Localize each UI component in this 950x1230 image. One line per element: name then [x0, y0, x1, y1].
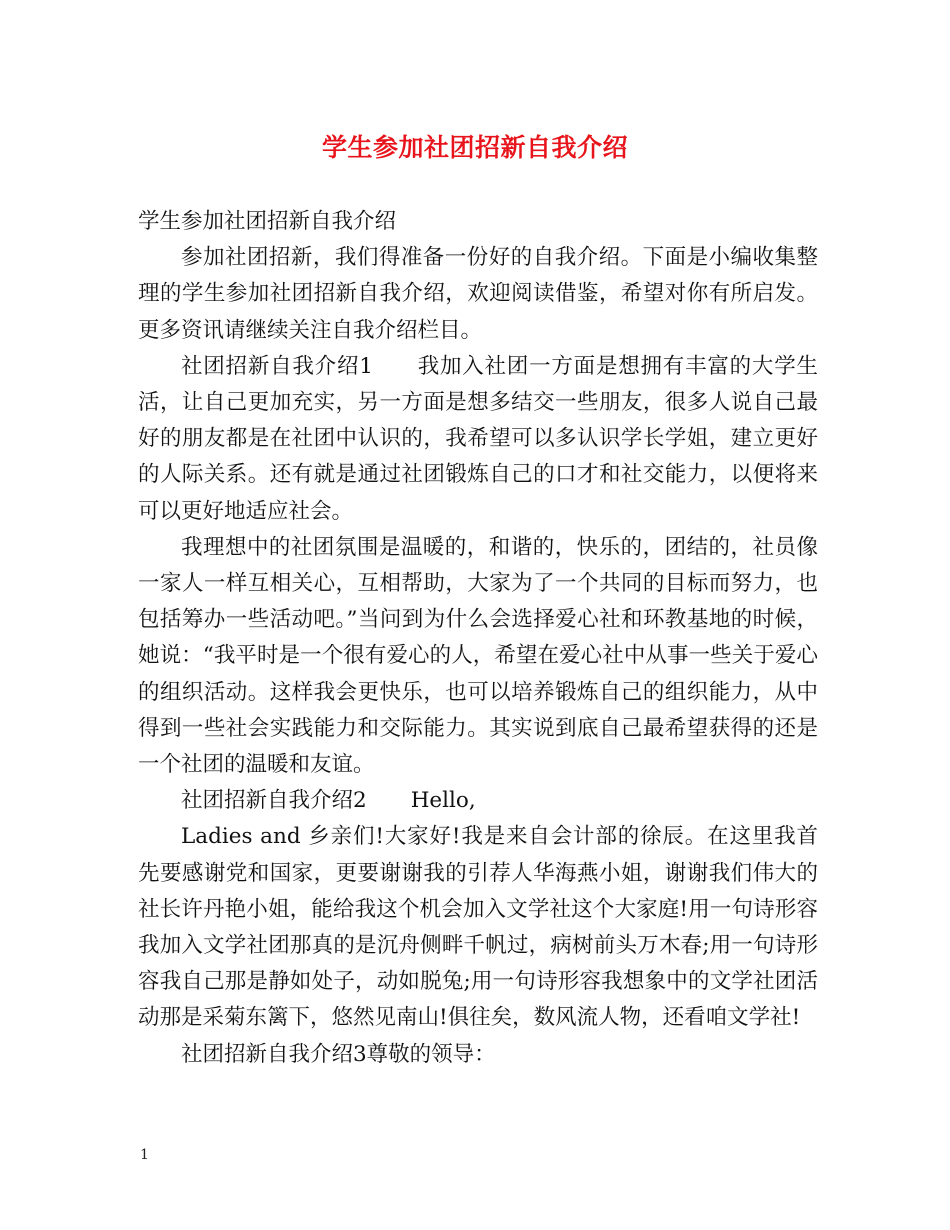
section3-heading: 社团招新自我介绍3尊敬的领导：	[181, 1041, 496, 1067]
section2-heading-line	[138, 783, 818, 819]
document-body	[138, 204, 818, 1073]
intro-paragraph: 参加社团招新，我们得准备一份好的自我介绍。下面是小编收集整理的学生参加社团招新自我介绍，欢迎阅读借鉴，希望对你有所启发。更多资讯请继续关注自我介绍栏目。	[138, 245, 818, 343]
page-title: 学生参加社团招新自我介绍	[321, 133, 628, 162]
section1-text: 我加入社团一方面是想拥有丰富的大学生活，让自己更加充实，另一方面是想多结交一些朋友，很多人说自己最好的朋友都是在社团中认识的，我希望可以多认识学长学姐，建立更好的人际关系。还有就是通过社团锻炼自己的口才和社交能力，以便将来可以更好地适应社会。	[138, 353, 818, 524]
section2-greeting: Hello,	[410, 788, 476, 814]
section1-paragraph	[138, 349, 818, 530]
page-number: 1	[140, 1147, 149, 1163]
section1-paragraph-2: 我理想中的社团氛围是温暖的，和谐的，快乐的，团结的，社员像一家人一样互相关心，互相帮助，大家为了一个共同的目标而努力，也包括筹办一些活动吧。”当问到为什么会选择爱心社和环教基地的时候，她说：“我平时是一个很有爱心的人，希望在爱心社中从事一些关于爱心的组织活动。这样我会更快乐，也可以培养锻炼自己的组织能力，从中得到一些社会实践能力和交际能力。其实说到底自己最希望获得的还是一个社团的温暖和友谊。	[138, 534, 818, 778]
section1-heading: 社团招新自我介绍1	[181, 353, 373, 379]
document-subtitle: 学生参加社团招新自我介绍	[138, 209, 397, 234]
section2-heading: 社团招新自我介绍2	[181, 788, 367, 814]
section2-paragraph: Ladies and 乡亲们!大家好!我是来自会计部的徐辰。在这里我首先要感谢党和国家，更要谢谢我的引荐人华海燕小姐，谢谢我们伟大的社长许丹艳小姐，能给我这个机会加入文学社这个大家庭!用一句诗形容我加入文学社团那真的是沉舟侧畔千帆过，病树前头万木春;用一句诗形容我自己那是静如处子，动如脱兔;用一句诗形容我想象中的文学社团活动那是采菊东篱下，悠然见南山!俱往矣，数风流人物，还看咱文学社!	[138, 824, 818, 1031]
